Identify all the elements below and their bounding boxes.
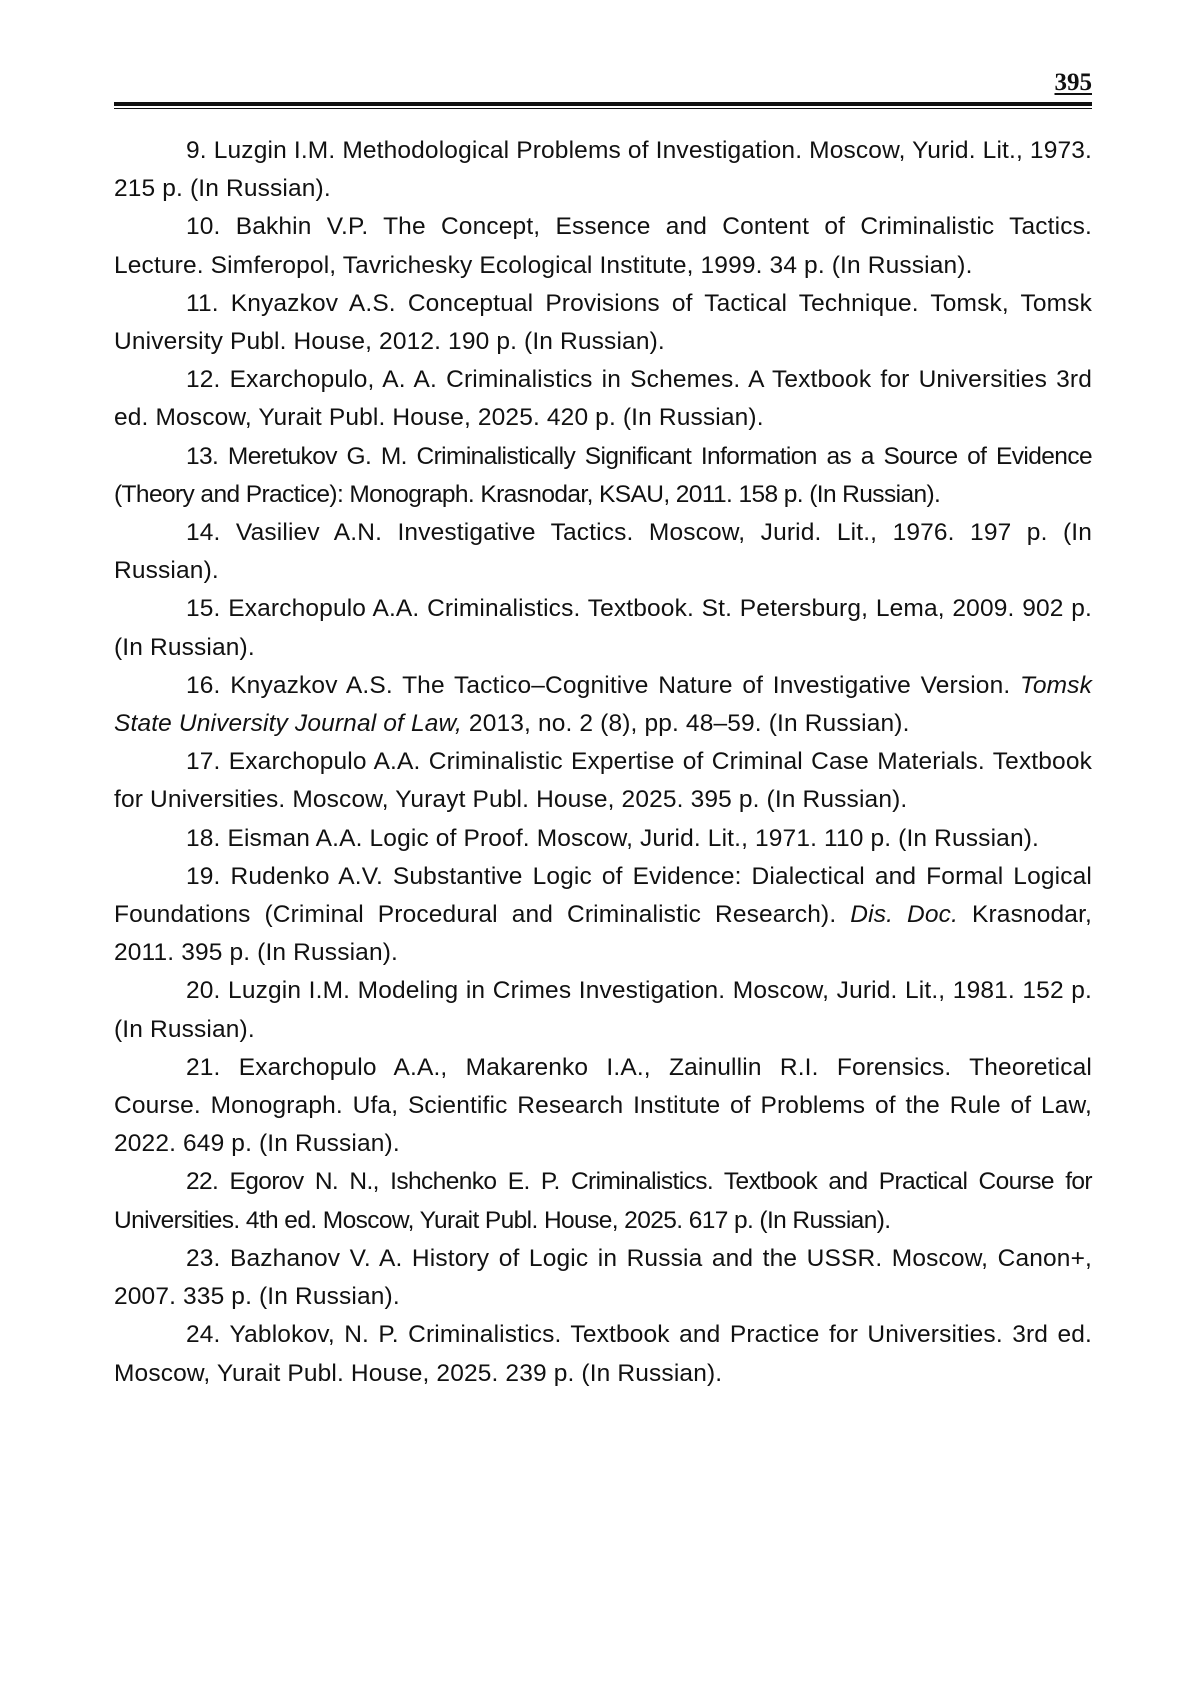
- reference-item-24: 24. Yablokov, N. P. Criminalistics. Textbook and Practice for Universities. 3rd ed. Moscow, Yurait Publ. House, 2025. 239 p. (In Russian).: [114, 1321, 1092, 1387]
- reference-item-16-journal: Tomsk State University Journal of Law,: [114, 671, 1092, 738]
- reference-item-16-main: 16. Knyazkov A.S. The Tactico–Cognitive Nature of Investigative Version.: [186, 671, 1020, 699]
- reference-item-22: 22. Egorov N. N., Ishchenko E. P. Criminalistics. Textbook and Practical Course for Universities. 4th ed. Moscow, Yurait Publ. House, 2025. 617 p. (In Russian).: [114, 1168, 1092, 1234]
- reference-item-17: 17. Exarchopulo A.A. Criminalistic Expertise of Criminal Case Materials. Textbook for Universities. Moscow, Yurayt Publ. House, 2025. 395 p. (In Russian).: [114, 748, 1092, 814]
- reference-item-21: 21. Exarchopulo A.A., Makarenko I.A., Zainullin R.I. Forensics. Theoretical Course. Monograph. Ufa, Scientific Research Institute of Problems of the Rule of Law, 2022. 649 p. (In Russian).: [114, 1053, 1092, 1158]
- reference-item-19: [114, 858, 1092, 973]
- reference-item-14: 14. Vasiliev A.N. Investigative Tactics. Moscow, Jurid. Lit., 1976. 197 p. (In Russian).: [114, 519, 1092, 585]
- header-rule-thin: [114, 108, 1092, 109]
- reference-item-13: 13. Meretukov G. M. Criminalistically Significant Information as a Source of Evidence (Theory and Practice): Monograph. Krasnodar, KSAU, 2011. 158 p. (In Russian).: [114, 442, 1092, 508]
- page-number: 395: [1054, 69, 1092, 96]
- reference-item-19-main: 19. Rudenko A.V. Substantive Logic of Evidence: Dialectical and Formal Logical Foundations (Criminal Procedural and Criminalistic Research).: [114, 862, 1092, 929]
- reference-item-15: 15. Exarchopulo A.A. Criminalistics. Textbook. St. Petersburg, Lema, 2009. 902 p. (In Russian).: [114, 595, 1092, 661]
- header-rule-thick: [114, 102, 1092, 106]
- reference-item-19-details: Krasnodar, 2011. 395 p. (In Russian).: [114, 901, 1092, 967]
- reference-item-12: 12. Exarchopulo, A. A. Criminalistics in Schemes. A Textbook for Universities 3rd ed. Moscow, Yurait Publ. House, 2025. 420 p. (In Russian).: [114, 366, 1092, 432]
- reference-item-18: 18. Eisman A.A. Logic of Proof. Moscow, Jurid. Lit., 1971. 110 p. (In Russian).: [186, 824, 1039, 852]
- reference-item-9: 9. Luzgin I.M. Methodological Problems of Investigation. Moscow, Yurid. Lit., 1973. 215 p. (In Russian).: [114, 137, 1092, 203]
- reference-item-19-type: Dis. Doc.: [850, 901, 959, 929]
- reference-item-16: [114, 667, 1092, 743]
- reference-item-23: 23. Bazhanov V. A. History of Logic in Russia and the USSR. Moscow, Canon+, 2007. 335 p. (In Russian).: [114, 1244, 1092, 1311]
- reference-item-20: 20. Luzgin I.M. Modeling in Crimes Investigation. Moscow, Jurid. Lit., 1981. 152 p. (In Russian).: [114, 977, 1092, 1043]
- reference-item-11: 11. Knyazkov A.S. Conceptual Provisions of Tactical Technique. Tomsk, Tomsk University Publ. House, 2012. 190 p. (In Russian).: [114, 289, 1092, 356]
- reference-item-16-details: 2013, no. 2 (8), pp. 48–59. (In Russian).: [461, 710, 910, 738]
- reference-item-10: 10. Bakhin V.P. The Concept, Essence and Content of Criminalistic Tactics. Lecture. Simferopol, Tavrichesky Ecological Institute, 1999. 34 p. (In Russian).: [114, 213, 1092, 279]
- reference-list: [114, 132, 1092, 1393]
